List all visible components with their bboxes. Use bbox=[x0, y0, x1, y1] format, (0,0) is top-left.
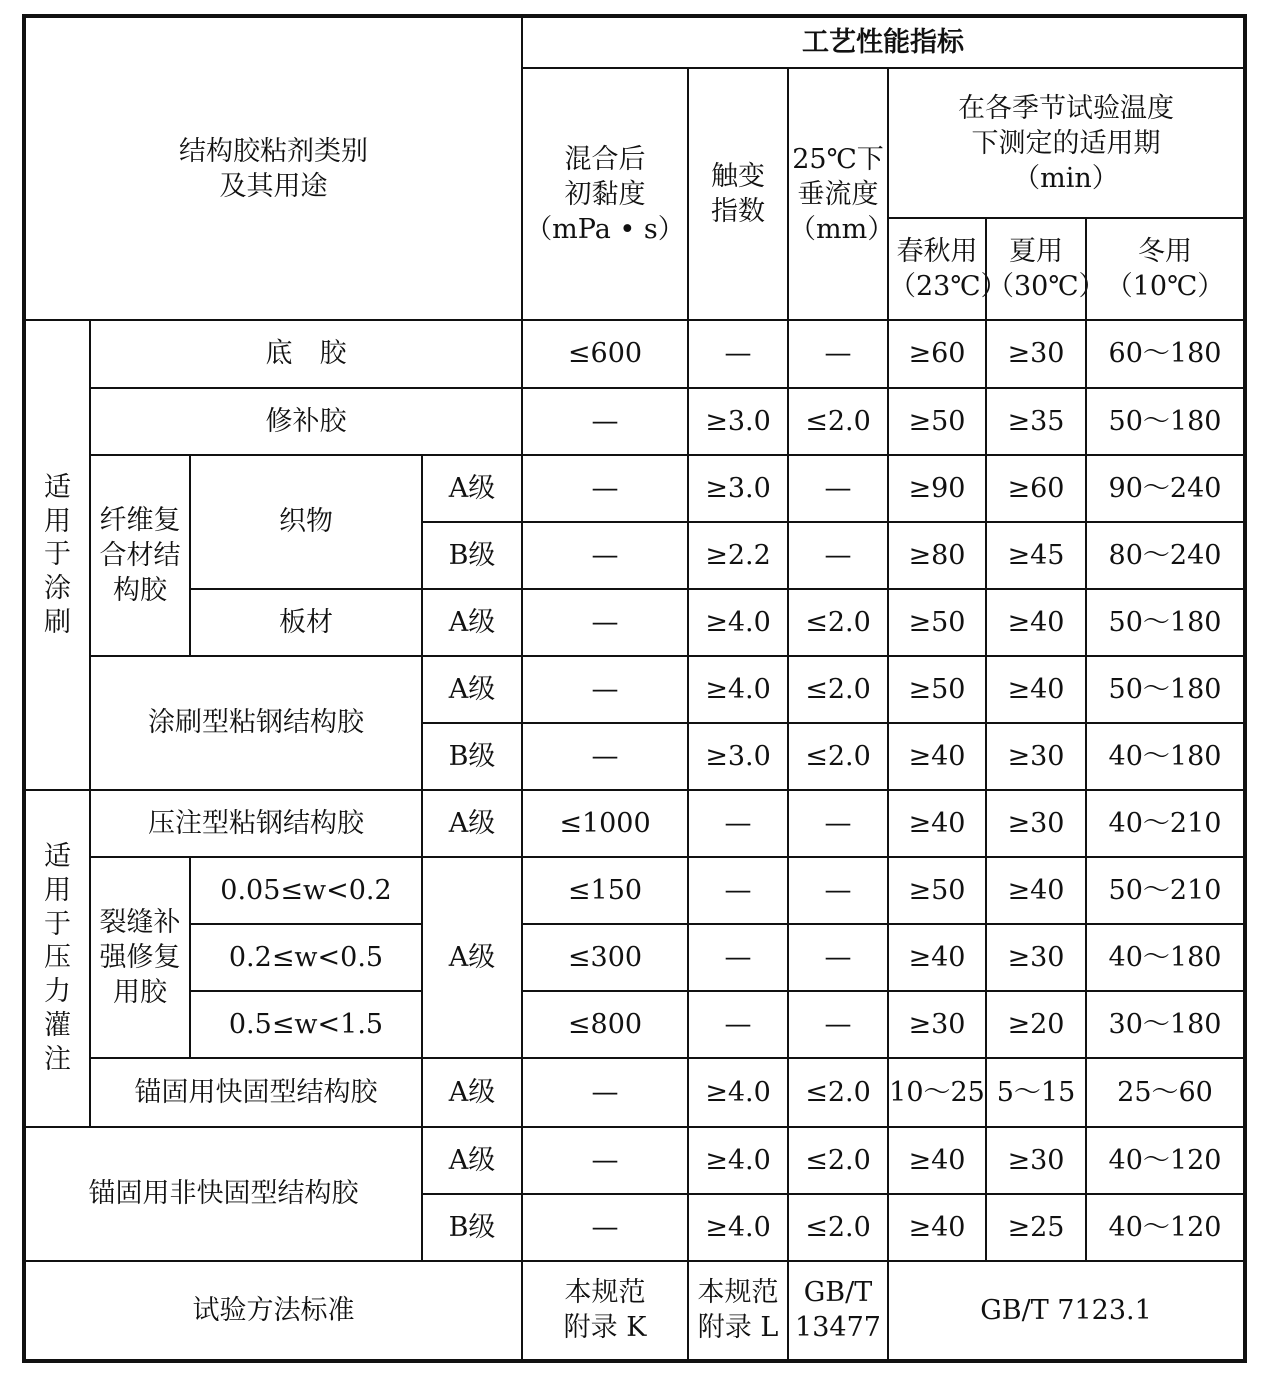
cell-spring: ≥40 bbox=[888, 924, 986, 991]
cell-thixotropic: — bbox=[688, 991, 788, 1058]
group-brush-char: 涂 bbox=[44, 573, 71, 605]
cell-summer: ≥30 bbox=[986, 1127, 1086, 1194]
cell-winter: 40～180 bbox=[1086, 723, 1245, 790]
header-viscosity bbox=[522, 68, 688, 320]
row-plate-a bbox=[24, 589, 1245, 656]
cell-thixotropic: ≥3.0 bbox=[688, 455, 788, 522]
label-crack-line1: 裂缝补 bbox=[99, 907, 181, 939]
performance-table bbox=[22, 14, 1247, 1363]
grade-label: B级 bbox=[422, 1194, 522, 1261]
cell-summer: ≥40 bbox=[986, 656, 1086, 723]
header-pot-life-line2: 下测定的适用期 bbox=[971, 127, 1161, 159]
cell-sag: ≤2.0 bbox=[788, 589, 888, 656]
label-fabric: 织物 bbox=[190, 455, 422, 589]
cell-viscosity: — bbox=[522, 589, 688, 656]
header-category-line2: 及其用途 bbox=[219, 170, 328, 202]
cell-spring: ≥60 bbox=[888, 320, 986, 387]
grade-label: A级 bbox=[422, 589, 522, 656]
header-pot-life bbox=[888, 68, 1245, 218]
label-anchor-slow: 锚固用非快固型结构胶 bbox=[24, 1127, 422, 1261]
group-pressure-char: 于 bbox=[44, 908, 71, 940]
cell-viscosity: — bbox=[522, 455, 688, 522]
cell-viscosity: ≤300 bbox=[522, 924, 688, 991]
cell-thixotropic: ≥3.0 bbox=[688, 723, 788, 790]
cell-sag: ≤2.0 bbox=[788, 1127, 888, 1194]
grade-label: B级 bbox=[422, 522, 522, 589]
header-spring-line2: （23℃） bbox=[889, 271, 1008, 303]
cell-spring: ≥50 bbox=[888, 857, 986, 924]
header-category-line1: 结构胶粘剂类别 bbox=[179, 135, 368, 167]
grade-label: A级 bbox=[422, 455, 522, 522]
row-crack-w1 bbox=[24, 857, 1245, 924]
cell-sag: ≤2.0 bbox=[788, 388, 888, 455]
cell-summer: ≥40 bbox=[986, 589, 1086, 656]
cell-viscosity: ≤1000 bbox=[522, 790, 688, 857]
header-sag-line3: （mm） bbox=[789, 213, 895, 245]
cell-spring: ≥90 bbox=[888, 455, 986, 522]
cell-thixotropic: — bbox=[688, 924, 788, 991]
grade-label: A级 bbox=[422, 1058, 522, 1126]
cell-sag: ≤2.0 bbox=[788, 723, 888, 790]
cell-sag: ≤2.0 bbox=[788, 1058, 888, 1126]
cell-thixotropic: — bbox=[688, 790, 788, 857]
cell-spring: ≥50 bbox=[888, 656, 986, 723]
cell-viscosity: ≤800 bbox=[522, 991, 688, 1058]
cell-sag: ≤2.0 bbox=[788, 1194, 888, 1261]
cell-summer: ≥20 bbox=[986, 991, 1086, 1058]
header-thixotropic-line1: 触变 bbox=[711, 161, 765, 193]
group-pressure-char: 适 bbox=[44, 841, 71, 873]
label-primer: 底 胶 bbox=[90, 320, 522, 387]
cell-spring: ≥50 bbox=[888, 388, 986, 455]
cell-winter: 40～180 bbox=[1086, 924, 1245, 991]
header-thixotropic-line2: 指数 bbox=[711, 196, 765, 228]
label-width-range: 0.2≤w<0.5 bbox=[190, 924, 422, 991]
cell-winter: 90～240 bbox=[1086, 455, 1245, 522]
group-pressure-char: 用 bbox=[44, 874, 71, 906]
row-primer bbox=[24, 320, 1245, 387]
cell-thixotropic: ≥4.0 bbox=[688, 1194, 788, 1261]
cell-summer: ≥30 bbox=[986, 320, 1086, 387]
header-winter bbox=[1086, 218, 1245, 320]
header-sag-line2: 垂流度 bbox=[797, 178, 879, 210]
group-pressure-char: 注 bbox=[44, 1043, 71, 1075]
cell-sag: — bbox=[788, 522, 888, 589]
label-fiber-line1: 纤维复 bbox=[99, 504, 181, 536]
row-anchor-fast-a bbox=[24, 1058, 1245, 1126]
cell-spring: ≥40 bbox=[888, 790, 986, 857]
grade-label: A级 bbox=[422, 790, 522, 857]
cell-summer: ≥30 bbox=[986, 924, 1086, 991]
test-sag-line2: 13477 bbox=[795, 1312, 881, 1344]
cell-viscosity: ≤150 bbox=[522, 857, 688, 924]
cell-spring: ≥40 bbox=[888, 1194, 986, 1261]
header-sag-line1: 25℃下 bbox=[792, 143, 884, 175]
cell-viscosity: — bbox=[522, 522, 688, 589]
cell-viscosity: — bbox=[522, 656, 688, 723]
cell-spring: ≥40 bbox=[888, 1127, 986, 1194]
label-fiber-line2: 合材结 bbox=[99, 539, 181, 571]
grade-label: B级 bbox=[422, 723, 522, 790]
label-test-std: 试验方法标准 bbox=[24, 1261, 522, 1361]
cell-summer: ≥35 bbox=[986, 388, 1086, 455]
row-test-methods bbox=[24, 1261, 1245, 1361]
cell-summer: ≥45 bbox=[986, 522, 1086, 589]
header-category bbox=[24, 16, 522, 320]
header-viscosity-line3: （mPa • s） bbox=[525, 213, 685, 245]
cell-thixotropic: ≥4.0 bbox=[688, 1127, 788, 1194]
header-process: 工艺性能指标 bbox=[522, 16, 1245, 68]
label-width-range: 0.05≤w<0.2 bbox=[190, 857, 422, 924]
cell-winter: 50～180 bbox=[1086, 388, 1245, 455]
row-anchor-slow-a bbox=[24, 1127, 1245, 1194]
cell-sag: — bbox=[788, 857, 888, 924]
label-fiber bbox=[90, 455, 190, 656]
cell-summer: ≥30 bbox=[986, 723, 1086, 790]
cell-thixotropic: — bbox=[688, 320, 788, 387]
label-fiber-line3: 构胶 bbox=[113, 574, 167, 606]
cell-winter: 40～210 bbox=[1086, 790, 1245, 857]
header-sag bbox=[788, 68, 895, 320]
cell-summer: 5～15 bbox=[986, 1058, 1086, 1126]
group-pressure-char: 灌 bbox=[44, 1009, 71, 1041]
header-summer bbox=[986, 218, 1106, 320]
cell-sag: — bbox=[788, 924, 888, 991]
group-pressure-label bbox=[24, 790, 90, 1126]
row-brush-steel-a bbox=[24, 656, 1245, 723]
cell-sag: — bbox=[788, 455, 888, 522]
group-brush-char: 用 bbox=[44, 505, 71, 537]
label-press-steel: 压注型粘钢结构胶 bbox=[90, 790, 422, 857]
cell-sag: — bbox=[788, 790, 888, 857]
label-brush-steel: 涂刷型粘钢结构胶 bbox=[90, 656, 422, 790]
cell-viscosity: — bbox=[522, 1127, 688, 1194]
label-plate: 板材 bbox=[190, 589, 422, 656]
header-spring bbox=[888, 218, 1008, 320]
cell-spring: ≥30 bbox=[888, 991, 986, 1058]
header-winter-line1: 冬用 bbox=[1138, 236, 1192, 268]
cell-winter: 50～180 bbox=[1086, 589, 1245, 656]
cell-viscosity: — bbox=[522, 1058, 688, 1126]
row-crack-w3 bbox=[24, 991, 1245, 1058]
cell-summer: ≥40 bbox=[986, 857, 1086, 924]
cell-winter: 50～180 bbox=[1086, 656, 1245, 723]
row-fabric-a bbox=[24, 455, 1245, 522]
group-brush-char: 适 bbox=[44, 471, 71, 503]
row-crack-w2 bbox=[24, 924, 1245, 991]
group-brush-char: 刷 bbox=[44, 606, 71, 638]
test-sag-line1: GB/T bbox=[803, 1277, 873, 1309]
header-thixotropic bbox=[688, 68, 788, 320]
test-viscosity bbox=[522, 1261, 688, 1361]
cell-spring: 10～25 bbox=[888, 1058, 986, 1126]
cell-viscosity: ≤600 bbox=[522, 320, 688, 387]
cell-summer: ≥25 bbox=[986, 1194, 1086, 1261]
test-pot-life: GB/T 7123.1 bbox=[888, 1261, 1245, 1361]
label-width-range: 0.5≤w<1.5 bbox=[190, 991, 422, 1058]
label-crack bbox=[90, 857, 190, 1058]
test-sag bbox=[788, 1261, 888, 1361]
cell-spring: ≥50 bbox=[888, 589, 986, 656]
test-thixotropic-line2: 附录 L bbox=[697, 1312, 779, 1344]
label-crack-line3: 用胶 bbox=[113, 977, 167, 1009]
test-viscosity-line2: 附录 K bbox=[563, 1312, 647, 1344]
cell-winter: 25～60 bbox=[1086, 1058, 1245, 1126]
header-viscosity-line1: 混合后 bbox=[564, 143, 646, 175]
cell-thixotropic: ≥4.0 bbox=[688, 656, 788, 723]
cell-sag: ≤2.0 bbox=[788, 656, 888, 723]
row-press-steel-a bbox=[24, 790, 1245, 857]
label-anchor-fast: 锚固用快固型结构胶 bbox=[90, 1058, 422, 1126]
cell-thixotropic: ≥2.2 bbox=[688, 522, 788, 589]
label-crack-line2: 强修复 bbox=[99, 942, 181, 974]
test-thixotropic-line1: 本规范 bbox=[697, 1277, 779, 1309]
cell-thixotropic: — bbox=[688, 857, 788, 924]
cell-summer: ≥30 bbox=[986, 790, 1086, 857]
cell-spring: ≥40 bbox=[888, 723, 986, 790]
row-repair bbox=[24, 388, 1245, 455]
group-pressure-char: 力 bbox=[44, 976, 71, 1008]
header-pot-life-line1: 在各季节试验温度 bbox=[958, 92, 1174, 124]
header-spring-line1: 春秋用 bbox=[896, 236, 978, 268]
cell-spring: ≥80 bbox=[888, 522, 986, 589]
header-winter-line2: （10℃） bbox=[1105, 271, 1225, 303]
cell-summer: ≥60 bbox=[986, 455, 1086, 522]
header-summer-line2: （30℃） bbox=[987, 271, 1106, 303]
cell-viscosity: — bbox=[522, 723, 688, 790]
cell-thixotropic: ≥3.0 bbox=[688, 388, 788, 455]
test-thixotropic bbox=[688, 1261, 788, 1361]
header-pot-life-line3: （min） bbox=[1013, 162, 1119, 194]
group-brush-label bbox=[24, 320, 90, 790]
cell-sag: — bbox=[788, 320, 888, 387]
cell-winter: 30～180 bbox=[1086, 991, 1245, 1058]
cell-winter: 60～180 bbox=[1086, 320, 1245, 387]
cell-thixotropic: ≥4.0 bbox=[688, 589, 788, 656]
header-summer-line1: 夏用 bbox=[1009, 236, 1063, 268]
cell-winter: 40～120 bbox=[1086, 1127, 1245, 1194]
cell-thixotropic: ≥4.0 bbox=[688, 1058, 788, 1126]
label-repair: 修补胶 bbox=[90, 388, 522, 455]
test-viscosity-line1: 本规范 bbox=[564, 1277, 646, 1309]
cell-sag: — bbox=[788, 991, 888, 1058]
cell-winter: 40～120 bbox=[1086, 1194, 1245, 1261]
group-pressure-char: 压 bbox=[44, 942, 71, 974]
cell-winter: 80～240 bbox=[1086, 522, 1245, 589]
cell-viscosity: — bbox=[522, 388, 688, 455]
cell-winter: 50～210 bbox=[1086, 857, 1245, 924]
group-brush-char: 于 bbox=[44, 539, 71, 571]
grade-label: A级 bbox=[422, 656, 522, 723]
grade-label: A级 bbox=[422, 1127, 522, 1194]
header-viscosity-line2: 初黏度 bbox=[564, 178, 646, 210]
grade-label: A级 bbox=[422, 857, 522, 1058]
cell-viscosity: — bbox=[522, 1194, 688, 1261]
